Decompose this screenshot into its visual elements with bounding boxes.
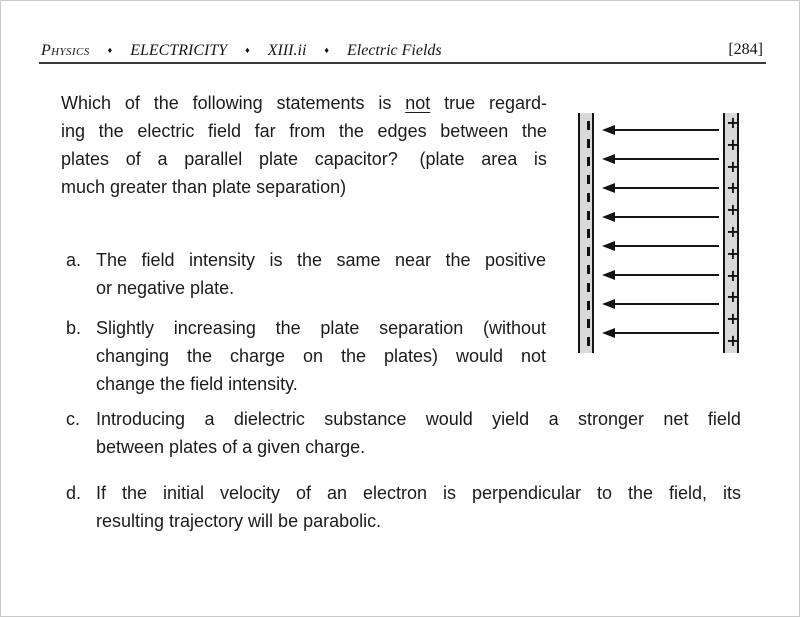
arrowhead-left-icon [602, 212, 615, 222]
text-line: resulting trajectory will be parabolic. [96, 511, 382, 531]
arrow-shaft [612, 187, 719, 190]
field-arrow [602, 241, 719, 251]
field-arrow [602, 299, 719, 309]
text-line: much greater than plate separation) [61, 177, 347, 197]
header-part: Physics [41, 42, 90, 59]
diamond-icon: ♦ [245, 45, 250, 55]
arrow-shaft [612, 216, 719, 219]
text-line: Introducing a dielectric substance would yield a stronger net field [96, 409, 741, 429]
diamond-icon: ♦ [107, 45, 113, 55]
header-part: Electric Fields [347, 42, 442, 59]
arrowhead-left-icon [602, 299, 615, 309]
arrow-shaft [612, 158, 719, 161]
header-part: XIII.ii [267, 42, 307, 59]
arrow-shaft [612, 303, 719, 306]
capacitor-diagram [578, 113, 739, 353]
positive-charge-mark: + [726, 134, 740, 154]
positive-charge-mark: + [726, 309, 740, 329]
diamond-icon: ♦ [324, 45, 329, 55]
positive-charge-mark: + [726, 265, 740, 285]
positive-charge-mark: + [726, 331, 740, 350]
choice-label: a. [66, 250, 82, 270]
positive-charge-mark: + [726, 287, 740, 307]
arrow-shaft [612, 245, 719, 248]
field-arrow [602, 212, 719, 222]
question-block [61, 89, 547, 201]
choice-label: b. [66, 318, 82, 338]
choice-text [96, 405, 741, 461]
positive-charge-mark: + [726, 243, 740, 263]
negative-charge-mark [587, 301, 590, 310]
negative-charge-mark [587, 139, 590, 148]
negative-charge-mark [587, 157, 590, 166]
arrowhead-left-icon [602, 328, 615, 338]
choice-a [66, 246, 546, 302]
header-rule [39, 62, 766, 64]
field-arrow [602, 183, 719, 193]
choice-b [66, 314, 546, 398]
text-line: between plates of a given charge. [96, 437, 366, 457]
arrow-shaft [612, 129, 719, 132]
choice-label: c. [66, 409, 81, 429]
negative-plate [578, 113, 594, 353]
choice-text [96, 246, 546, 302]
arrowhead-left-icon [602, 270, 615, 280]
field-arrow [602, 154, 719, 164]
text-line: If the initial velocity of an electron is perpendicular to the field, its [96, 483, 741, 503]
text-line: changing the charge on the plates) would not [96, 346, 546, 366]
negative-charge-mark [587, 265, 590, 274]
positive-plate [723, 113, 739, 353]
page-number: [284] [728, 41, 763, 58]
header-part: ELECTRICITY [130, 42, 228, 59]
text-line: plates of a parallel plate capacitor? (plate area is [61, 149, 547, 169]
text-line: Slightly increasing the plate separation (without [96, 318, 546, 338]
positive-charge-mark: + [726, 156, 740, 176]
text-line: The field intensity is the same near the positive [96, 250, 546, 270]
text-line: Which of the following statements is not true regard- [61, 93, 547, 113]
positive-charge-mark: + [726, 113, 740, 132]
arrow-shaft [612, 332, 719, 335]
negative-charge-mark [587, 175, 590, 184]
arrowhead-left-icon [602, 241, 615, 251]
arrowhead-left-icon [602, 183, 615, 193]
negative-charge-mark [587, 337, 590, 346]
positive-charge-mark: + [726, 200, 740, 220]
choice-c [66, 405, 741, 461]
negative-charge-mark [587, 121, 590, 130]
negative-charge-mark [587, 229, 590, 238]
field-arrow [602, 270, 719, 280]
header-breadcrumb [41, 42, 442, 60]
positive-charge-mark: + [726, 178, 740, 198]
positive-charge-mark: + [726, 222, 740, 241]
choice-label: d. [66, 483, 82, 503]
arrowhead-left-icon [602, 154, 615, 164]
negative-charge-mark [587, 319, 590, 328]
negative-charge-mark [587, 211, 590, 220]
choice-d [66, 479, 741, 535]
negative-charge-mark [587, 247, 590, 256]
negative-charge-mark [587, 193, 590, 202]
arrowhead-left-icon [602, 125, 615, 135]
text-line: or negative plate. [96, 278, 235, 298]
choice-text [96, 314, 546, 398]
field-arrow [602, 328, 719, 338]
choice-text [96, 479, 741, 535]
field-arrow [602, 125, 719, 135]
text-line: ing the electric field far from the edges between the [61, 121, 547, 141]
arrow-shaft [612, 274, 719, 277]
text-line: change the field intensity. [96, 374, 298, 394]
negative-charge-mark [587, 283, 590, 292]
